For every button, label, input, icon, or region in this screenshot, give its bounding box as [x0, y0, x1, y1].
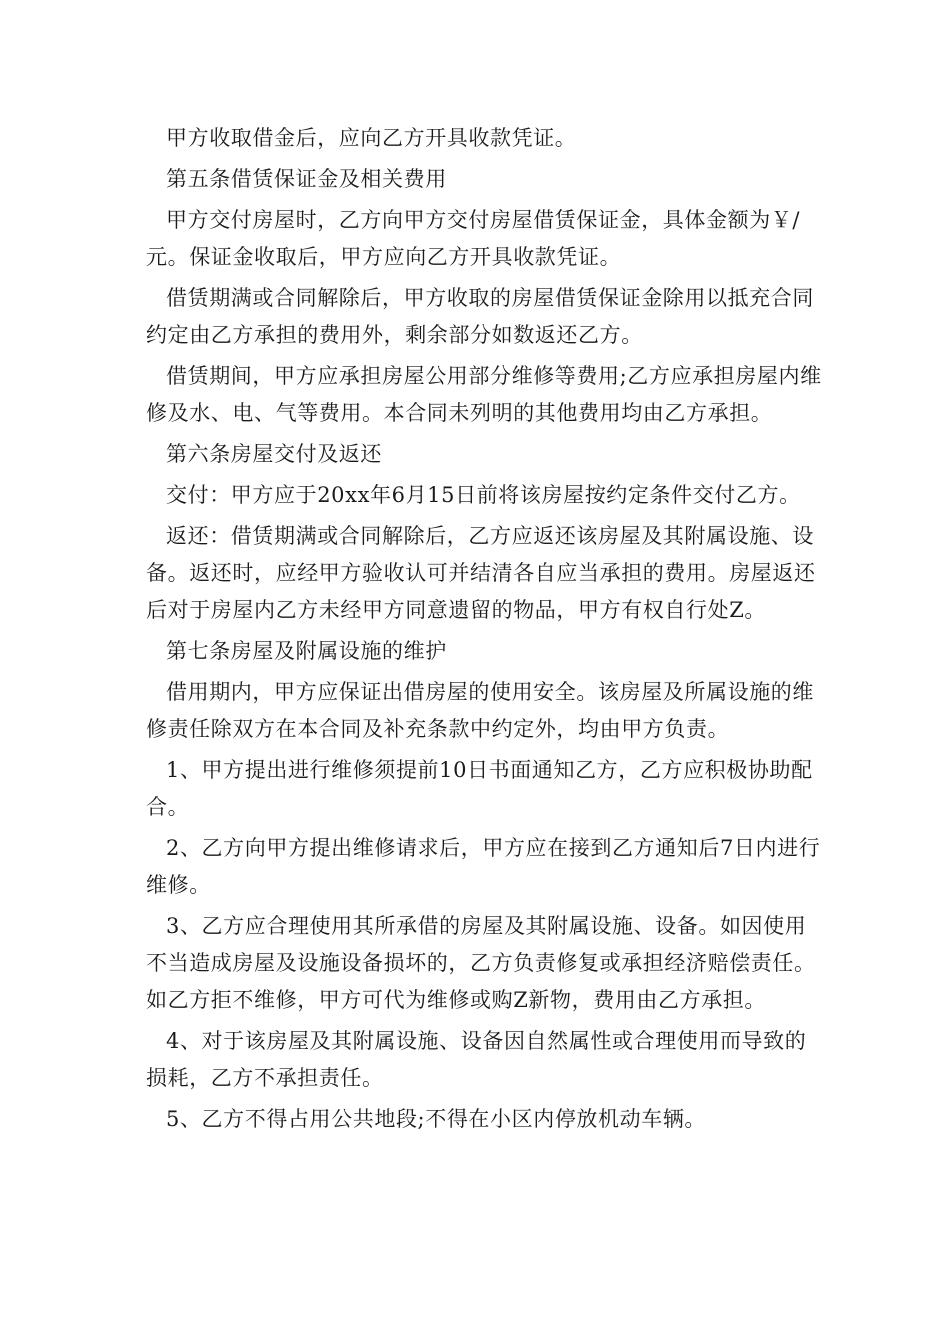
paragraph-return: 返还：借赁期满或合同解除后，乙方应返还该房屋及其附属设施、设备。返还时，应经甲方验收认可并结清各自应当承担的费用。房屋返还后对于房屋内乙方未经甲方同意遗留的物品，甲方有权自行处Z。 [146, 524, 816, 622]
article-6-heading: 第六条房屋交付及返还 [166, 442, 382, 466]
document-page [146, 120, 826, 1142]
paragraph-delivery: 交付：甲方应于20xx年6月15日前将该房屋按约定条件交付乙方。 [166, 483, 801, 507]
article-5-heading: 第五条借赁保证金及相关费用 [166, 167, 447, 191]
clause-5: 5、乙方不得占用公共地段;不得在小区内停放机动车辆。 [166, 1107, 707, 1131]
paragraph-maintenance-responsibility: 借用期内，甲方应保证出借房屋的使用安全。该房屋及所属设施的维修责任除双方在本合同及补充条款中约定外，均由甲方负责。 [146, 680, 814, 741]
paragraph-deposit-return: 借赁期满或合同解除后，甲方收取的房屋借赁保证金除用以抵充合同约定由乙方承担的费用外，剩余部分如数返还乙方。 [146, 286, 814, 347]
paragraph-expenses: 借赁期间，甲方应承担房屋公用部分维修等费用;乙方应承担房屋内维修及水、电、气等费用。本合同未列明的其他费用均由乙方承担。 [146, 364, 822, 425]
clause-2: 2、乙方向甲方提出维修请求后，甲方应在接到乙方通知后7日内进行维修。 [146, 836, 821, 897]
clause-1: 1、甲方提出进行维修须提前10日书面通知乙方，乙方应积极协助配合。 [146, 758, 813, 819]
article-7-heading: 第七条房屋及附属设施的维护 [166, 639, 447, 663]
clause-4: 4、对于该房屋及其附属设施、设备因自然属性或合理使用而导致的损耗，乙方不承担责任。 [146, 1029, 807, 1090]
paragraph-deposit-receipt: 甲方收取借金后，应向乙方开具收款凭证。 [166, 126, 577, 150]
clause-3: 3、乙方应合理使用其所承借的房屋及其附属设施、设备。如因使用不当造成房屋及设施设备损坏的，乙方负责修复或承担经济赔偿责任。如乙方拒不维修，甲方可代为维修或购Z新物，费用由乙方承担。 [146, 914, 816, 1012]
paragraph-deposit-amount: 甲方交付房屋时，乙方向甲方交付房屋借赁保证金，具体金额为￥/元。保证金收取后，甲方应向乙方开具收款凭证。 [146, 208, 801, 269]
